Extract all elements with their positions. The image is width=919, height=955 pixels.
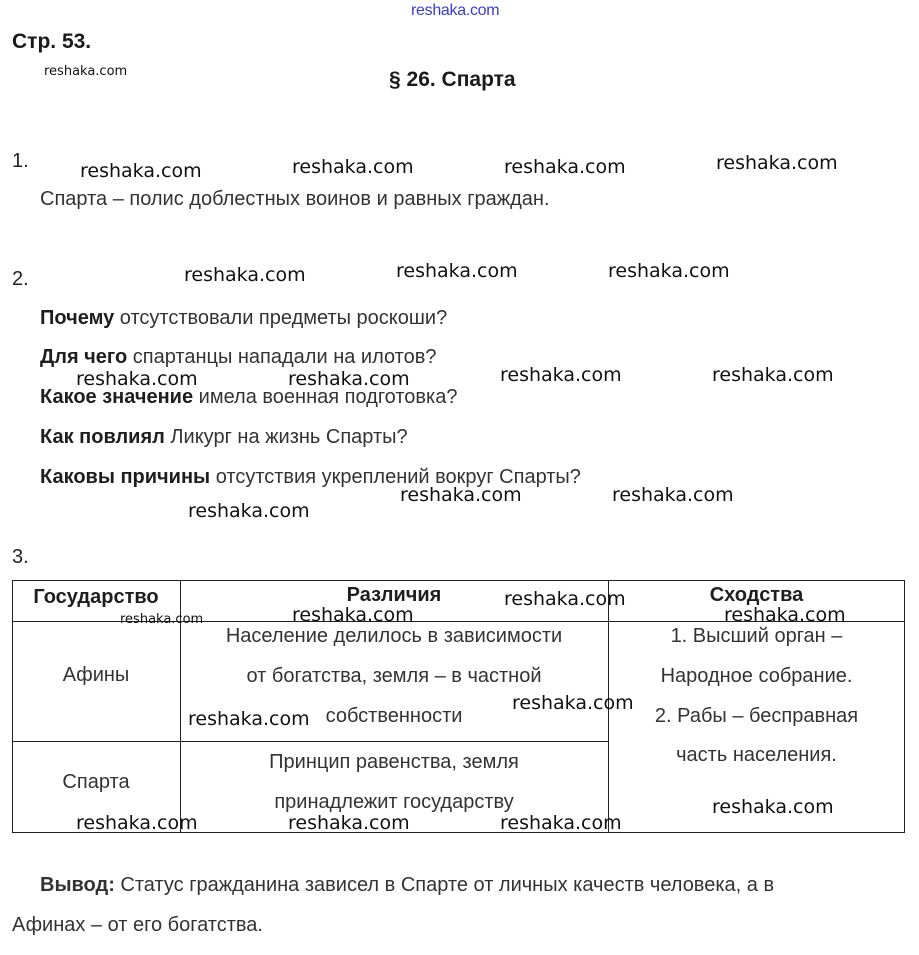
task-2-number: 2.	[12, 268, 29, 290]
question-keyword: Какое значение	[40, 386, 194, 408]
watermark: reshaka.com	[292, 156, 414, 178]
watermark: reshaka.com	[724, 604, 846, 626]
watermark: reshaka.com	[712, 796, 834, 818]
watermark: reshaka.com	[76, 812, 198, 834]
question-1	[40, 307, 447, 330]
watermark: reshaka.com	[120, 612, 204, 627]
watermark: reshaka.com	[188, 708, 310, 730]
watermark: reshaka.com	[504, 588, 626, 610]
watermark: reshaka.com	[504, 156, 626, 178]
question-text: отсутствия укреплений вокруг Спарты?	[210, 466, 581, 488]
conclusion-text: Статус гражданина зависел в Спарте от личных качеств человека, а в	[114, 874, 775, 896]
conclusion-continued: Афинах – от его богатства.	[12, 914, 263, 936]
page-title: § 26. Спарта	[389, 68, 516, 91]
cell-differences-athens-line1: Население делилось в зависимости	[225, 625, 563, 647]
task-1-number: 1.	[12, 150, 29, 172]
question-text: отсутствовали предметы роскоши?	[114, 307, 448, 329]
cell-differences-sparta-line1: Принцип равенства, земля	[269, 751, 519, 773]
watermark: reshaka.com	[716, 152, 838, 174]
question-3	[40, 386, 457, 409]
cell-similarities-line2: Народное собрание.	[660, 665, 853, 687]
header-similarities: Сходства	[709, 584, 804, 606]
watermark: reshaka.com	[612, 484, 734, 506]
watermark: reshaka.com	[80, 160, 202, 182]
watermark: reshaka.com	[500, 812, 622, 834]
watermark: reshaka.com	[44, 64, 128, 79]
task-3-number: 3.	[12, 546, 29, 568]
conclusion	[40, 874, 774, 897]
page-reference: Стр. 53.	[12, 30, 92, 53]
question-4	[40, 426, 408, 449]
question-text: Ликург на жизнь Спарты?	[164, 426, 408, 448]
watermark: reshaka.com	[184, 264, 306, 286]
header-state: Государство	[33, 586, 159, 608]
header-differences: Различия	[346, 584, 442, 606]
watermark: reshaka.com	[608, 260, 730, 282]
cell-differences-athens-line3: собственности	[325, 705, 463, 727]
watermark: reshaka.com	[188, 500, 310, 522]
top-watermark: reshaka.com	[411, 2, 500, 19]
watermark: reshaka.com	[512, 692, 634, 714]
cell-state-athens: Афины	[62, 664, 130, 686]
cell-state-sparta: Спарта	[62, 771, 130, 793]
cell-differences-sparta-line2: принадлежит государству	[274, 791, 514, 813]
question-keyword: Для чего	[40, 346, 128, 368]
watermark: reshaka.com	[396, 260, 518, 282]
question-keyword: Как повлиял	[40, 426, 165, 448]
question-keyword: Почему	[40, 307, 115, 329]
cell-similarities-line1: 1. Высший орган –	[670, 625, 843, 647]
cell-differences-athens-line2: от богатства, земля – в частной	[246, 665, 542, 687]
watermark: reshaka.com	[292, 604, 414, 626]
conclusion-label: Вывод:	[40, 874, 115, 896]
watermark: reshaka.com	[288, 368, 410, 390]
question-text: имела военная подготовка?	[193, 386, 458, 408]
cell-similarities-line4: часть населения.	[676, 744, 837, 766]
task-1-answer: Спарта – полис доблестных воинов и равных граждан.	[40, 188, 550, 210]
question-keyword: Каковы причины	[40, 466, 211, 488]
watermark: reshaka.com	[76, 368, 198, 390]
watermark: reshaka.com	[500, 364, 622, 386]
watermark: reshaka.com	[712, 364, 834, 386]
question-2	[40, 346, 436, 369]
watermark: reshaka.com	[288, 812, 410, 834]
watermark: reshaka.com	[400, 484, 522, 506]
question-text: спартанцы нападали на илотов?	[127, 346, 437, 368]
cell-similarities-line3: 2. Рабы – бесправная	[654, 705, 859, 727]
